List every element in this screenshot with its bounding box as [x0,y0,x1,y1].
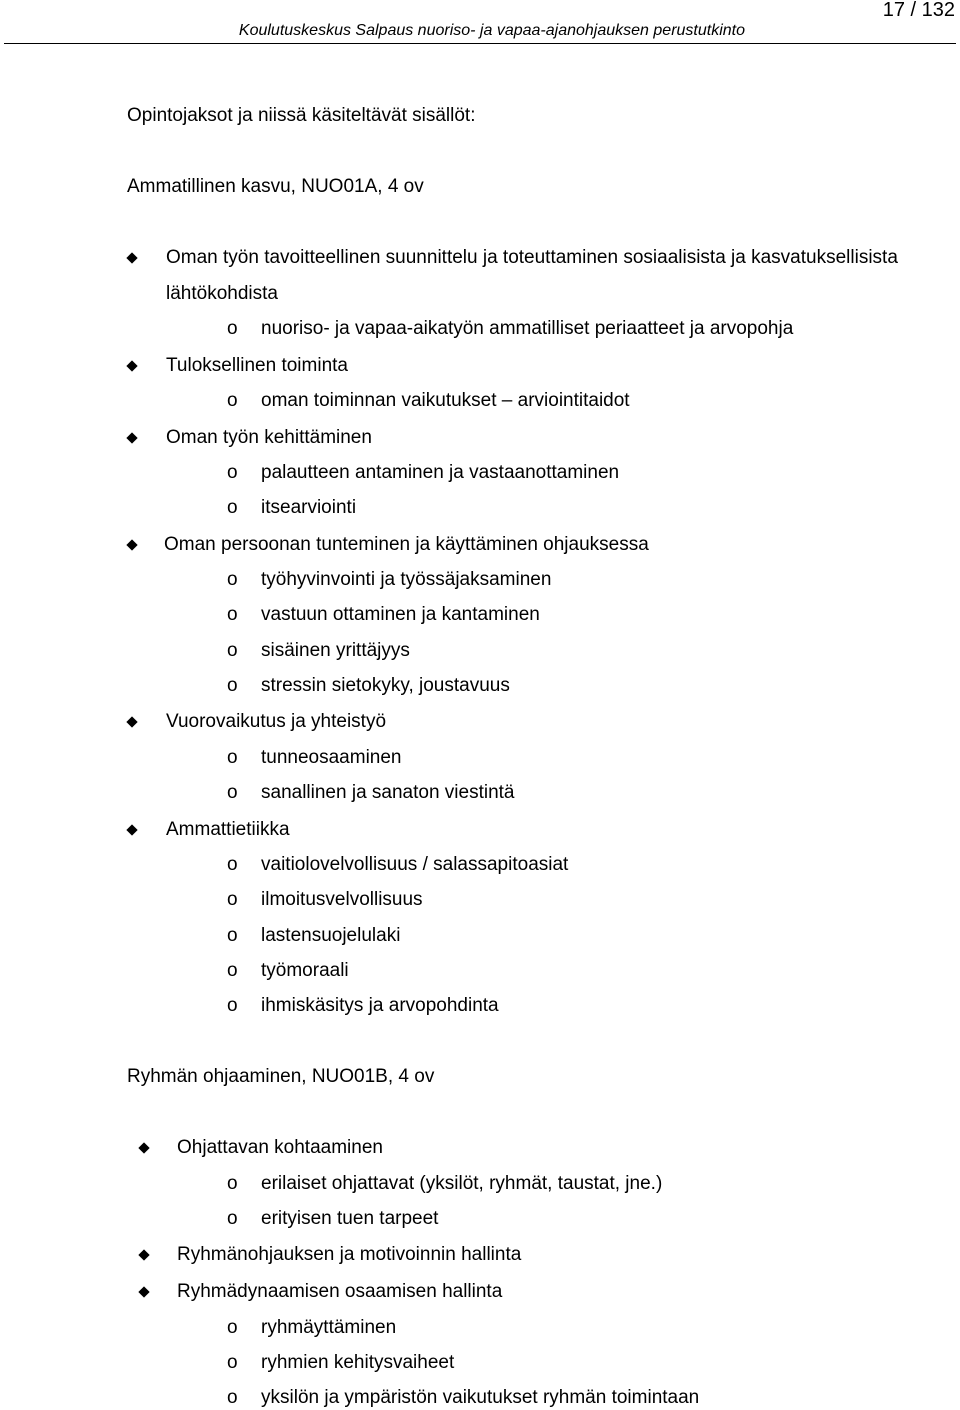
diamond-bullet-icon [126,824,137,835]
list-item: Ryhmänohjauksen ja motivoinnin hallinta [177,1244,522,1265]
circle-bullet-icon: o [227,925,238,946]
sub-list-item: työhyvinvointi ja työssäjaksaminen [261,569,552,590]
sub-list-item: ihmiskäsitys ja arvopohdinta [261,995,499,1016]
circle-bullet-icon: o [227,569,238,590]
circle-bullet-icon: o [227,640,238,661]
list-item: Oman työn tavoitteellinen suunnittelu ja toteuttaminen sosiaalisista ja kasvatuksellisista [166,247,898,268]
sub-list-item: ryhmäyttäminen [261,1317,397,1338]
sub-list-item: oman toiminnan vaikutukset – arviointitaidot [261,390,630,411]
list-item: Vuorovaikutus ja yhteistyö [166,711,387,732]
sub-list-item: lastensuojelulaki [261,925,401,946]
circle-bullet-icon: o [227,604,238,625]
sub-list-item: vastuun ottaminen ja kantaminen [261,604,540,625]
diamond-bullet-icon [126,432,137,443]
section-title-nuo01a: Ammatillinen kasvu, NUO01A, 4 ov [127,176,424,197]
circle-bullet-icon: o [227,390,238,411]
list-item: Ohjattavan kohtaaminen [177,1137,383,1158]
document-title: Koulutuskeskus Salpaus nuoriso- ja vapaa-ajanohjauksen perustutkinto [238,22,745,39]
diamond-bullet-icon [126,360,137,371]
circle-bullet-icon: o [227,1208,238,1229]
section-title-nuo01b: Ryhmän ohjaaminen, NUO01B, 4 ov [127,1066,435,1087]
list-item: Ammattietiikka [166,819,290,840]
sub-list-item: tunneosaaminen [261,747,402,768]
circle-bullet-icon: o [227,889,238,910]
sub-list-item: sanallinen ja sanaton viestintä [261,782,515,803]
sub-list-item: yksilön ja ympäristön vaikutukset ryhmän toimintaan [261,1387,700,1408]
sub-list-item: itsearviointi [261,497,357,518]
list-item: Oman persoonan tunteminen ja käyttäminen ohjauksessa [164,534,649,555]
diamond-bullet-icon [138,1286,149,1297]
circle-bullet-icon: o [227,782,238,803]
circle-bullet-icon: o [227,747,238,768]
circle-bullet-icon: o [227,1173,238,1194]
sub-list-item: erityisen tuen tarpeet [261,1208,439,1229]
diamond-bullet-icon [126,539,137,550]
list-item-continuation: lähtökohdista [166,283,278,304]
sub-list-item: stressin sietokyky, joustavuus [261,675,510,696]
diamond-bullet-icon [138,1249,149,1260]
page-number: 17 / 132 [882,0,955,21]
circle-bullet-icon: o [227,1352,238,1373]
circle-bullet-icon: o [227,960,238,981]
sub-list-item: palautteen antaminen ja vastaanottaminen [261,462,620,483]
header-divider [4,43,956,44]
circle-bullet-icon: o [227,462,238,483]
sub-list-item: vaitiolovelvollisuus / salassapitoasiat [261,854,569,875]
list-item: Oman työn kehittäminen [166,427,372,448]
sub-list-item: ryhmien kehitysvaiheet [261,1352,455,1373]
list-item: Ryhmädynaamisen osaamisen hallinta [177,1281,503,1302]
sub-list-item: nuoriso- ja vapaa-aikatyön ammatilliset periaatteet ja arvopohja [261,318,794,339]
list-item: Tuloksellinen toiminta [166,355,348,376]
diamond-bullet-icon [126,252,137,263]
circle-bullet-icon: o [227,1317,238,1338]
content-heading: Opintojaksot ja niissä käsiteltävät sisällöt: [127,105,476,126]
sub-list-item: työmoraali [261,960,349,981]
circle-bullet-icon: o [227,1387,238,1408]
circle-bullet-icon: o [227,854,238,875]
diamond-bullet-icon [126,716,137,727]
sub-list-item: erilaiset ohjattavat (yksilöt, ryhmät, taustat, jne.) [261,1173,663,1194]
circle-bullet-icon: o [227,995,238,1016]
circle-bullet-icon: o [227,497,238,518]
circle-bullet-icon: o [227,318,238,339]
circle-bullet-icon: o [227,675,238,696]
sub-list-item: sisäinen yrittäjyys [261,640,410,661]
diamond-bullet-icon [138,1142,149,1153]
sub-list-item: ilmoitusvelvollisuus [261,889,423,910]
